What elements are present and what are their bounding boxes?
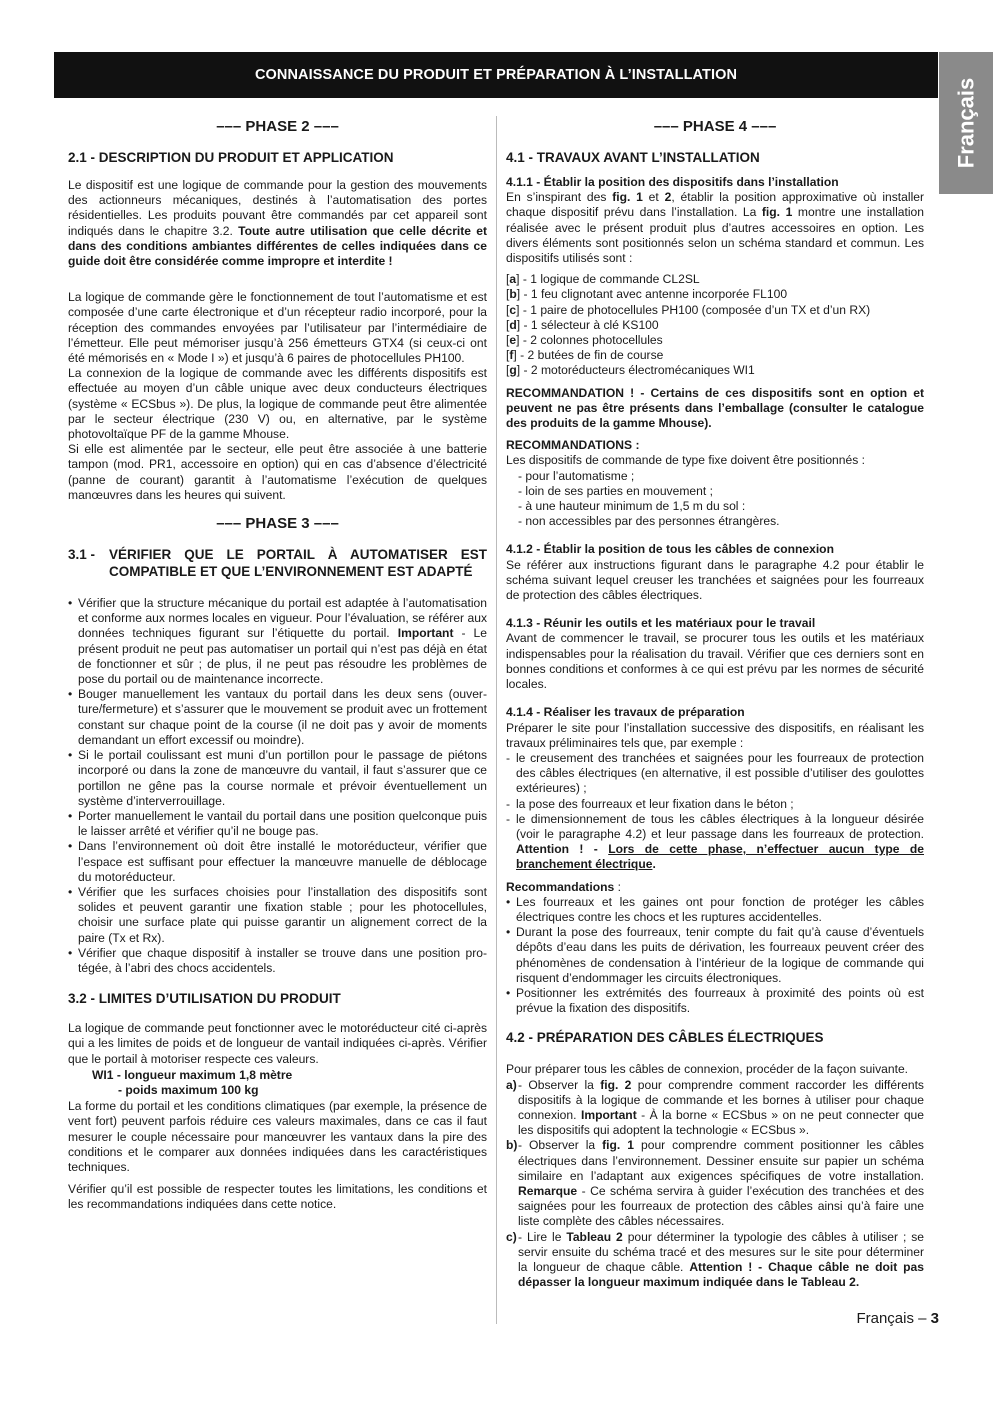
device-list bbox=[506, 272, 924, 378]
list-item: [e] - 2 colonnes photocellules bbox=[506, 333, 663, 348]
section-4-1-4-para: Préparer le site pour l’installation successive des dispositifs, en réalisant les travaux préliminaires tels que, par exemple : bbox=[506, 720, 924, 750]
phase-3-title: ––– PHASE 3 ––– bbox=[216, 515, 339, 533]
section-4-1-3-title: 4.1.3 - Réunir les outils et les matériaux pour le travail bbox=[506, 616, 816, 631]
reco-item: - à une hauteur minimum de 1,5 m du sol : bbox=[518, 499, 746, 514]
compatibility-checklist bbox=[68, 596, 487, 976]
spec-line-1: WI1 - longueur maximum 1,8 mètre bbox=[92, 1067, 293, 1082]
section-4-1-2-title: 4.1.2 - Établir la position de tous les câbles de connexion bbox=[506, 542, 834, 557]
section-2-1-para-3: La connexion de la logique de commande avec les différents dispositifs est effectuée au moyen d’un câble unique avec deux conducteurs électriques (système « ECSbus »). De plus, la logique de commande peut être alimentée par le secteur électrique (230 V) ou, en alternative, par le système photovoltaïque PF de la gamme Mhouse. bbox=[68, 366, 487, 442]
list-item: [c] - 1 paire de photocellules PH100 (composée d’un TX et d’un RX) bbox=[506, 302, 871, 317]
right-column bbox=[506, 114, 924, 1290]
spec-line-2: - poids maximum 100 kg bbox=[118, 1082, 259, 1097]
list-item: • Si le portail coulissant est muni d’un portillon pour le passage de piétons incorporé ou dans la zone de manœuvre du vantail, il faut s’assurer que ce portillon ne gêne pas la course normale et prévoir éventuellement un système d’interverrouillage. bbox=[68, 748, 487, 808]
reco-item: - loin de ses parties en mouvement ; bbox=[518, 483, 713, 498]
list-item: • Vérifier que chaque dispositif à installer se trouve dans une position protégée, à l’abri des chocs accidentels. bbox=[68, 945, 487, 975]
section-3-2-title: 3.2 - LIMITES D’UTILISATION DU PRODUIT bbox=[68, 991, 341, 1007]
section-4-1-2-para: Se référer aux instructions figurant dans le paragraphe 4.2 pour établir le schéma suivant lequel creuser les tranchées et saignées pour les fourreaux de protection des câbles électriques. bbox=[506, 557, 924, 603]
recommendation-warning: RECOMMANDATION ! - Certains de ces dispositifs sont en option et peuvent ne pas être présents dans l’emballage (consulter le catalogue des produits de la gamme Mhouse). bbox=[506, 385, 924, 431]
list-item: [d] - 1 sélecteur à clé KS100 bbox=[506, 317, 659, 332]
section-4-1-3-para: Avant de commencer le travail, se procurer tous les outils et les matériaux indispensables pour la réalisation du travail. Vérifier que ces derniers sont en bonnes conditions et conformes à ce qui est prévu par les normes de sécurité locales. bbox=[506, 631, 924, 692]
list-item: • Vérifier que les surfaces choisies pour l’installation des dispositifs sont solides et peuvent garantir une fixation stable ; pour les photocellules, choisir une surface plate qui puisse garantir un alignement correct de la paire (Tx et Rx). bbox=[68, 884, 487, 945]
list-item: • Vérifier que la structure mécanique du portail est adaptée à l’automatisation et conforme aux normes locales en vigueur. Pour l’évaluation, se référer aux données techniques figurant sur l’étiquette du portail. Important - Le présent produit ne peut pas automatiser un portail qui n’est pas déjà en état de fonctionner et sûr ; de plus, il ne peut pas résoudre les problèmes de pose du portail ou de maintenance incorrecte. bbox=[68, 596, 487, 687]
list-item: • Les fourreaux et les gaines ont pour fonction de protéger les câbles électriques contre les chocs et les ruptures accidentelles. bbox=[506, 894, 924, 924]
section-3-1-title: 3.1 - VÉRIFIER QUE LE PORTAIL À AUTOMATISER EST COMPATIBLE ET QUE L’ENVIRONNEMENT EST ADAPTÉ bbox=[68, 547, 487, 580]
section-4-1-1-para: En s’inspirant des fig. 1 et 2, établir la position approximative où installer chaque dispositif prévu dans l’installation. La fig. 1 montre une installation réalisée avec le présent produit plus d’autres accessoires en option. Les divers éléments sont positionnés selon un schéma standard et commun. Les dispositifs utilisés sont : bbox=[506, 190, 925, 266]
section-3-2-para-1: La logique de commande peut fonctionner avec le motoréducteur cité ci-après qui a les limites de poids et de longueur de vantail indiquées ci-après. Vérifier que le portail à motoriser respecte ces valeurs. bbox=[68, 1021, 487, 1066]
page-number: 3 bbox=[930, 1310, 939, 1327]
section-2-1-para-4: Si elle est alimentée par le secteur, elle peut être associée à une batterie tampon (mod. PR1, accessoire en option) qui en cas d’absence d’électricité (panne de courant) garantit à l’automatisme l’exécution de quelques manœuvres dans les heures qui suivent. bbox=[68, 442, 487, 502]
list-item: [g] - 2 motoréducteurs électromécaniques WI1 bbox=[506, 363, 755, 378]
recommendations-2-title: Recommandations : bbox=[506, 879, 621, 894]
section-3-2-para-3: Vérifier qu’il est possible de respecter toutes les limitations, les conditions et les recommandations indiquées dans cette notice. bbox=[68, 1182, 487, 1212]
phase-2-title: ––– PHASE 2 ––– bbox=[216, 118, 339, 135]
column-divider bbox=[496, 116, 497, 1324]
section-4-2-para: Pour préparer tous les câbles de connexion, procéder de la façon suivante. bbox=[506, 1062, 909, 1077]
recommendations-para: Les dispositifs de commande de type fixe doivent être positionnés : bbox=[506, 453, 865, 468]
section-2-1-title: 2.1 - DESCRIPTION DU PRODUIT ET APPLICATION bbox=[68, 150, 394, 165]
phase-4-title: ––– PHASE 4 ––– bbox=[653, 118, 777, 135]
list-item: • Dans l’environnement où doit être installé le motoréducteur, vérifier que l’espace est suffisant pour effectuer la manœuvre manuelle de déblocage du motoréducteur. bbox=[68, 839, 487, 884]
list-item: • Porter manuellement le vantail du portail dans une position quelconque puis le laisser arrêté et vérifier qu’il ne bouge pas. bbox=[68, 808, 487, 839]
section-4-2-title: 4.2 - PRÉPARATION DES CÂBLES ÉLECTRIQUES bbox=[506, 1030, 824, 1046]
left-column bbox=[68, 114, 487, 1213]
list-item: [a] - 1 logique de commande CL2SL bbox=[506, 272, 700, 287]
section-3-2-para-2: La forme du portail et les conditions climatiques (par exemple, la présence de vent fort) peuvent parfois réduire ces valeurs maximales, dans ce cas il faut mesurer le couple nécessaire pour manœuvrer les vantaux dans la pire des conditions et le comparer aux données indiquées dans les caractéristiques techniques. bbox=[68, 1099, 487, 1174]
list-item: • Bouger manuellement les vantaux du portail dans les deux sens (ouverture/fermeture) et s’assurer que le mouvement se produit avec un frottement constant sur chaque point de la course (il ne doit pas y avoir de moments demandant un effort excessif ou moindre). bbox=[68, 687, 487, 747]
section-4-1-4-title: 4.1.4 - Réaliser les travaux de préparation bbox=[506, 705, 745, 720]
section-2-1-para-1: Le dispositif est une logique de commande pour la gestion des mouvements des actionneurs mécaniques, destinés à l’automatisation des portes résidentielles. Les produits pouvant être commandés par cet appareil sont indiqués dans le chapitre 3.2. Toute autre utilisation que celle décrite et dans des conditions ambiantes différentes de celles indiquées dans ce guide doit être considérée comme impropre et interdite ! bbox=[68, 178, 487, 269]
list-item: • Durant la pose des fourreaux, tenir compte du fait qu’à cause d’éventuels dépôts d’eau dans les puits de dérivation, les fourreaux peuvent créer des phénomènes de condensation à l’intérieur de la logique de commande qui risquent d’endommager les circuits électroniques. bbox=[506, 925, 924, 985]
step-a: a) - Observer la fig. 2 pour comprendre comment raccorder les différents dispositifs à la logique de commande et les bornes à utiliser pour chaque connexion. Important - À la borne « ECSbus » on ne peut connecter que les dispositifs qui adoptent la technologie « ECSbus ». bbox=[506, 1077, 925, 1138]
section-4-1-1-title: 4.1.1 - Établir la position des dispositifs dans l’installation bbox=[506, 175, 839, 189]
step-c: c) - Lire le Tableau 2 pour déterminer la typologie des câbles à utiliser ; se servir ensuite du schéma tracé et des mesures sur le site pour déterminer la longueur de chaque câble. Attention ! - Chaque câble ne doit pas dépasser la longueur maximum indiquée dans le Tableau 2. bbox=[506, 1229, 925, 1290]
page-footer: Français – 3 bbox=[856, 1310, 939, 1327]
reco-item: - non accessibles par des personnes étrangères. bbox=[518, 514, 780, 529]
recommendations-title: RECOMMANDATIONS : bbox=[506, 438, 640, 453]
list-item: - la pose des fourreaux et leur fixation dans le béton ; bbox=[506, 796, 794, 811]
language-tab bbox=[939, 52, 993, 194]
list-item: • Positionner les extrémités des fourreaux à proximité des points où est prévue la fixation des dispositifs. bbox=[506, 985, 924, 1016]
list-item: - le creusement des tranchées et saignées pour les fourreaux de protection des câbles électriques (en alternative, il est possible d’utiliser des goulottes extérieures) ; bbox=[506, 750, 924, 796]
section-4-1-title: 4.1 - TRAVAUX AVANT L’INSTALLATION bbox=[506, 150, 760, 165]
section-header: CONNAISSANCE DU PRODUIT ET PRÉPARATION À L’INSTALLATION bbox=[54, 52, 938, 98]
list-item: - le dimensionnement de tous les câbles électriques à la longueur désirée (voir le paragraphe 4.2) et leur passage dans les fourreaux de protection. Attention ! - Lors de cette phase, n’effectuer aucun type de branchement électrique. bbox=[506, 811, 924, 872]
step-b: b) - Observer la fig. 1 pour comprendre comment positionner les câbles électriques dans l’environnement. Dessiner ensuite sur papier un schéma similaire en l’adaptant aux exigences spécifiques de votre installation. Remarque - Ce schéma servira à guider l’exécution des tranchées et des saignées pour les fourreaux de protection des câbles ainsi qu’à faire une liste complète des câbles nécessaires. bbox=[506, 1138, 924, 1229]
section-2-1-para-2: La logique de commande gère le fonctionnement de tout l’automatisme et est composée d’une carte électronique et d’un récepteur radio incorporé, pour la réception des commandes envoyées par l’utilisateur par l’intermédiaire de l’émetteur. Elle peut mémoriser jusqu’à 256 émetteurs GTX4 (si ceux-ci ont été mémorisés en « Mode I ») et jusqu’à 6 paires de photocellules PH100. bbox=[68, 290, 487, 366]
list-item: [b] - 1 feu clignotant avec antenne incorporée FL100 bbox=[506, 287, 788, 302]
language-tab-label: Français bbox=[953, 77, 979, 169]
list-item: [f] - 2 butées de fin de course bbox=[506, 348, 664, 363]
reco-item: - pour l’automatisme ; bbox=[518, 468, 635, 483]
